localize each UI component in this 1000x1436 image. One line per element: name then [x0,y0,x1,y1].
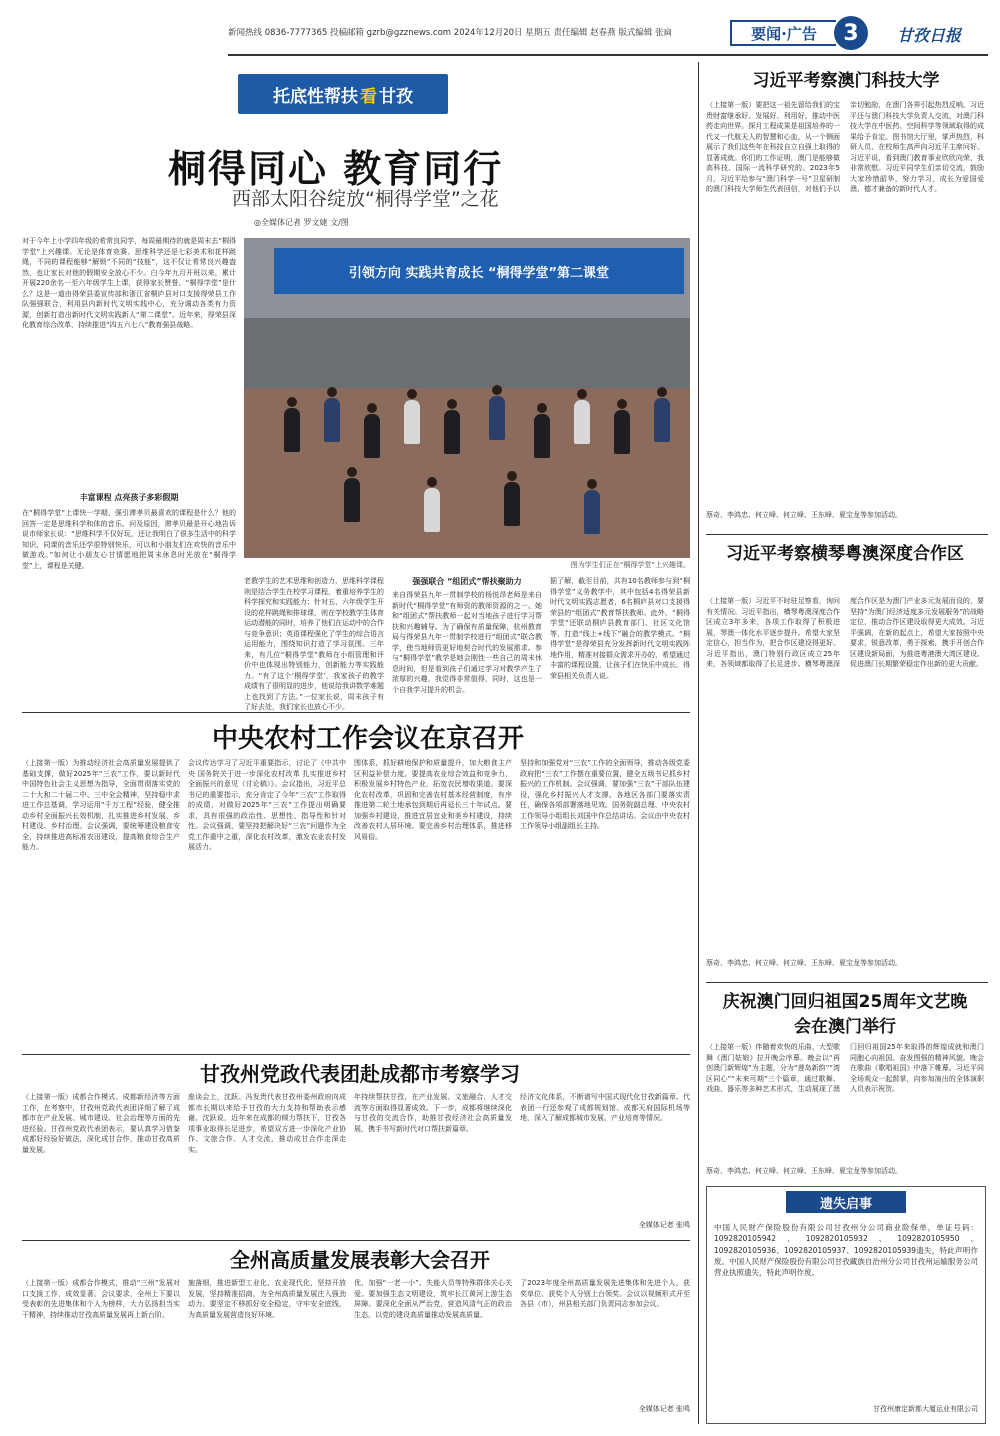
lead-photo [244,238,690,556]
article2-col2: 会议传达学习了习近平重要指示，讨论了《中共中央 国务院关于进一步深化农村改革 扎实推进乡村全面振兴的意见（讨论稿）》。会议指出，习近平总书记的重要指示，充分肯定了今年“三农”工作取得的成绩，对做好2025年“三农”工作提出明确要求，具有很强的政治性、思想性、指导性和针对性。会议强调，要坚持把解决好“三农”问题作为全党工作重中之重，深化农村改革，激发农业农村发展活力。 [188,759,346,851]
article3-byline: 全媒体记者 张鸣 [638,1221,690,1229]
banner-suffix: 甘孜 [379,86,413,107]
page-number: 3 [834,16,868,50]
column-banner [238,74,448,114]
lost-notice-signer: 甘孜州康定新都大厦运业有限公司 [873,1405,978,1413]
photo-student [574,400,590,444]
photo-student [614,410,630,454]
lead-subheadline: 西部太阳谷绽放“桐得学堂”之花 [232,188,499,210]
masthead-info: 新闻热线 0836-7777365 投稿邮箱 gzrb@gzznews.com 2024年12月20日 星期五 责任编辑 赵春燕 版式编辑 张扁 [228,28,673,38]
right2-attendees: 蔡奇、李鸿忠、何立峰、何立峰、王东峰、夏宝龙等参加活动。 [706,959,902,967]
article3-headline: 甘孜州党政代表团赴成都市考察学习 [200,1062,520,1086]
divider [706,982,988,983]
right3-attendees: 蔡奇、李鸿忠、何立峰、何立峰、王东峰、夏宝龙等参加活动。 [706,1167,902,1175]
banner-flair: 看 [360,86,377,107]
photo-student [424,488,440,532]
article3-col1: （上接第一版）成都合作模式、成都新经济等方面工作，在考察中，甘孜州党政代表团详细了解了成都市在产业发展、城市建设、社会治理等方面的先进经验。甘孜州党政代表团表示，要认真学习借鉴成都好经验好做法，深化成甘合作，推动甘孜高质量发展。 [22,1093,180,1154]
lead-col1: 对于今年上小学四年级的希常良同学，每周最期待的就是周末去“桐得学堂”上兴趣课。无论是体育竞赛、思维科学还是七彩美术和花样跳绳，不同的课程能够“解锁”不同的“技能”，这不仅让希常良兴趣盎然，也让家长对他的假期安全放心不少。白今年九月开班以来，累计开展220余名一至六年级学生上课，获得家长赞誉。“桐得学堂”是什么？这是一道由得荣县委宣传部和浙江省桐庐县对口支援得荣县工作队强强联合，利用县内新时代文明实践中心，充分调动各类有力资源，创新打造出新时代文明实践新人“第二课堂”。近年来，得荣县深化教育综合改革，持续推进“四五六七八”教育强县战略。 [22,237,236,329]
right2-headline: 习近平考察横琴粤澳深度合作区 [726,544,964,564]
article3-col3: 年持续帮扶甘孜，在产业发展、文旅融合、人才交流等方面取得显著成效。下一步，成都将继续深化与甘孜的交流合作，助推甘孜经济社会高质量发展，携手书写新时代对口帮扶新篇章。 [354,1093,512,1133]
lost-notice-title: 遗失启事 [786,1191,906,1213]
right3-body: （上接第一版）伴随着欢快的乐曲，大型歌舞《澳门姑娘》拉开晚会序幕。晚会以“再创澳门新辉煌”为主题，分为“莲岛新韵”“湾区同心”“未来可期”三个篇章，通过歌舞、戏曲、器乐等多种艺术形式，生动展现了澳门回归祖国25年来取得的辉煌成就和澳门同胞心向祖国、奋发图强的精神风貌。晚会在歌曲《歌唱祖国》中落下帷幕。习近平同全场观众一起鼓掌，向参加演出的全体演职人员表示祝贺。 [706,1043,984,1093]
article4-headline: 全州高质量发展表彰大会召开 [230,1248,490,1272]
photo-caption: 图为学生们正在“桐得学堂”上兴趣课。 [570,561,690,569]
article2-col4: 坚持和加强党对“三农”工作的全面领导，推动各级党委政府把“三农”工作摆在重要位置，健全五级书记抓乡村振兴的工作机制。会议强调，要加强“三农”干部队伍建设，强化乡村振兴人才支撑。各地区各部门要落实责任，确保各项部署落地见效。国务院副总理、中央农村工作领导小组组长刘国中作总结讲话。会议由中央农村工作领导小组副组长主持。 [520,759,690,830]
photo-student [489,396,505,440]
lead-headline: 桐得同心 教育同行 [168,147,504,191]
photo-student [344,478,360,522]
article4-col2: 施落细，推进新型工业化、农业现代化，坚持开放发展，坚持精准招商，为全州高质量发展注入强劲动力。要坚定不移抓好安全稳定，守牢安全底线，为高质量发展营造良好环境。 [188,1279,346,1319]
lead-col3-subhead: 强强联合 “组团式”帮扶聚助力 [412,577,522,586]
column-divider [698,62,699,1424]
lost-notice-body: 中国人民财产保险股份有限公司甘孜州分公司商业险保单，单证号码：1092820105942、1092820105932、1092820105950、1092820105936、1092820105937、1092820105939遗失，特此声明作废。中国人民财产保险股份有限公司甘孜藏族自治州分公司甘孜州运输服务公司营业执照遗失，特此声明作废。 [714,1223,978,1277]
article2-col3: 围体系，抓好耕地保护和质量提升，加大粮食主产区利益补偿力度。要提高农业综合效益和竞争力，积极发展乡村特色产业，拓宽农民增收渠道。要深化农村改革，巩固和完善农村基本经营制度，有序推进第二轮土地承包到期后再延长三十年试点。要加强乡村建设，推进宜居宜业和美乡村建设，持续改善农村人居环境。要完善乡村治理体系，推进移风易俗。 [354,759,512,841]
photo-student [504,482,520,526]
photo-student [534,414,550,458]
lead-col1b: 在“桐得学堂”上课快一学期，强引滞孝贝最喜欢的课程是什么？他的回答一定是思维科学和体的音乐。问及原因，滞孝贝最是开心地告诉说市师家长说：“思维科学不仅好玩，还让我明白了很多生活中的科学知识，同课的音乐还学很特别快乐，可以和小朋友们在欢快的音乐中做游戏。”如何让小朋友心甘情愿地把周末休息时光放在“桐得学堂”上，课程是关键。 [22,509,236,570]
lead-subhead-mid: 丰富课程 点亮孩子多彩假期 [79,493,179,502]
photo-student [284,408,300,452]
photo-student [364,414,380,458]
newspaper-logo: 甘孜日报 [896,25,961,45]
right1-body: （上接第一版）要把这一祖先留给我们的宝贵财富继承好、发展好、利用好，推动中医药走向世界。探月工程成果是祖国培养的一代又一代航天人的智慧和心血，从一个侧面展示了我们这些年在科技自立自强上取得的显著成就。你们的工作证明，澳门是能够做高科技、国际一流科学研究的。2023年5月，习近平给参与“澳门科学一号”卫星研制的澳门科技大学师生代表回信，对他们予以亲切勉励，在澳门各界引起热烈反响。习近平还与澳门科技大学负责人交流，对澳门科技大学在中医药、空间科学等领域取得的成果给予肯定。图书馆大厅里，掌声热烈，科研人员、在校师生高声向习近平主席问好。习近平说，看到澳门教育事业欣欣向荣，我非常欣慰。习近平同学生们亲切交流，鼓励大家珍惜韶华，努力学习，成长为爱国爱澳、德才兼备的新时代人才。 [706,101,984,193]
article3-col4: 经济文化体系，不断谱写中国式现代化甘孜新篇章。代表团一行还参观了成都规划馆、成都天府国际机场等地，深入了解成都城市发展、产业培育等情况。 [520,1093,690,1122]
article4-col1: （上接第一版）成都合作模式，推动“三州”发展对口支援工作，成效显著。会议要求，全州上下要以受表彰的先进集体和个人为榜样，大力弘扬担当实干精神，持续推动甘孜高质量发展再上新台阶。 [22,1279,180,1319]
photo-board: 引领方向 实践共育成长 “桐得学堂”第二课堂 [274,248,684,294]
lead-col3: 来自得荣县九年一贯制学校的杨悦昂老师是来自新时代“桐得学堂”有师资的教师资源的之一。她和“组团式”帮扶教师一起对当地孩子进行学习帮扶和兴趣辅导。为了确保有质量保障，杭州教育局与得荣县九年一贯制学校进行“组团式”联合教学，使当地师资更好地契合时代的发展需求。参与“桐得学堂”教学是她会刚性一些自己的周末休息时间，但是看到孩子们通过学习对教学产生了浓厚的兴趣，我觉得非常值得，同时，这也是一个自我学习提升的机会。 [392,591,542,694]
right1-attendees: 蔡奇、李鸿忠、何立峰、何立峰、王东峰、夏宝龙等参加活动。 [706,511,902,519]
right1-headline: 习近平考察澳门科技大学 [752,71,940,91]
article3-col2: 座谈会上，沈跃、冯发贵代表甘孜州委州政府向成都市长期以来给予甘孜的大力支持和帮助表示感谢。沈跃说，近年来在成都的倾力帮扶下，甘孜各项事业取得长足进步，希望双方进一步深化产业协作、文旅合作、人才交流，推动成甘合作走深走实。 [188,1093,346,1154]
lead-byline: ◎全媒体记者 罗文婕 文/图 [254,218,349,227]
photo-student [654,398,670,442]
article4-col4: 了2023年度全州高质量发展先进集体和先进个人，获奖单位、获奖个人分别上台领奖。会议以视频形式开至各县（市），州县相关部门负责同志参加会议。 [520,1279,690,1308]
divider [22,1054,690,1055]
article2-headline: 中央农村工作会议在京召开 [211,724,524,754]
article4-byline: 全媒体记者 张鸣 [638,1405,690,1413]
lead-col2: 老教学生的艺术思维和创造力，思维科学课程则是结合学生在校学习课程，着重培养学生的科学探究和实践能力；针对五、六年级学生开设的花样跳绳和排球课，则在学校教学生体育运动潜能的同时，培养了他们在运动中的合作与竞争意识；英语课程强化了学生的综合语言运用能力，围绕知识打造了学习氛围。三年来，有几位“桐得学堂”教师在小组管理和评价中也体现出特别能力，创新能力等实践能力。“有了这个‘桐得学堂’，我家孩子的教学成绩有了很明显的进步，他说给我讲数学难题上也找到了方法。”一位家长说，周末孩子有了好去处，我们家长也放心不少。 [244,577,384,711]
photo-student [584,490,600,534]
photo-student [444,410,460,454]
section-tab: 要闻·广告 [730,20,836,46]
divider [22,712,690,713]
masthead-rule [228,54,988,56]
photo-student [404,400,420,444]
article2-col1: （上接第一版）为推动经济社会高质量发展提供了基础支撑，做好2025年“三农”工作，要以新时代中国特色社会主义思想为指导，全面贯彻落实党的二十大和二十届二中、三中全会精神，坚持稳中求进工作总基调，学习运用“千万工程”经验，健全推动乡村全面振兴长效机制，扎实推进乡村发展、乡村建设、乡村治理。会议强调，要统筹建设粮食安全，持续推进高标准农田建设，提高粮食综合生产能力。 [22,759,180,851]
photo-student [324,398,340,442]
right3-headline: 庆祝澳门回归祖国25周年文艺晚会在澳门举行 [722,992,968,1037]
divider [706,534,988,535]
right2-body: （上接第一版）习近平不时驻足察看，询问有关情况。习近平指出，横琴粤澳深度合作区成立3年多来，各项工作取得了积极进展，琴澳一体化水平逐步提升。希望大家坚定信心，担当作为，把合作区建设得更好。习近平指出，澳门特别行政区成立25年来，各领域都取得了长足进步。横琴粤澳深度合作区是为澳门产业多元发展而设的，要坚持“为澳门经济适度多元发展服务”的战略定位，推动合作区建设取得更大成效。习近平强调，在新的起点上，希望大家按照中央要求，锐意改革，勇于探索，携手开创合作区建设新局面，为推进粤港澳大湾区建设、促进澳门长期繁荣稳定作出新的更大贡献。 [706,597,984,668]
lead-col4: 据了解，截至目前，共有10名教师参与到“桐得学堂”义务教学中，其中包括4名得荣县新时代文明实践志愿者，6名桐庐县对口支援得荣县的“组团式”教育帮扶教师。此外，“桐得学堂”还联动桐庐县教育部门、社区文化馆等，打造“线上+线下”融合的教学模式。“桐得学堂”是得荣县充分发挥新时代文明实践阵地作用，精准对接群众需求开办的，希望通过丰富的课程设置，让孩子们在快乐中成长。得荣县相关负责人说。 [550,577,690,680]
banner-prefix: 托底性帮扶 [273,86,358,107]
article4-col3: 优，加强“一老一小”、失能人员等特殊群体关心关爱。要加强生态文明建设，筑牢长江黄河上游生态屏障。要深化全面从严治党，营造风清气正的政治生态，以党的建设高质量推动发展高质量。 [354,1279,512,1319]
divider [22,1240,690,1241]
